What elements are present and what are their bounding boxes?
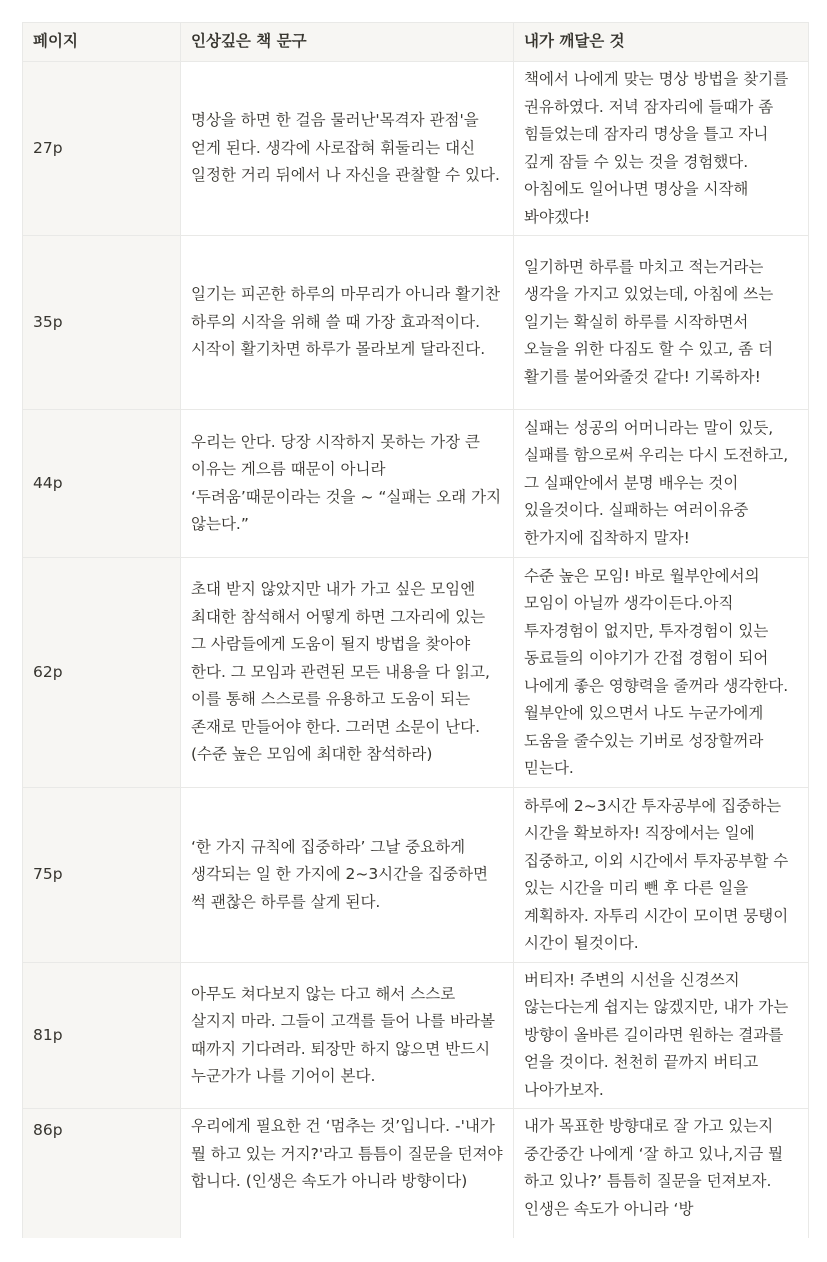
quote-text: 아무도 쳐다보지 않는 다고 해서 스스로 살지지 마라. 그들이 고객를 들어 나를 바라볼 때까지 기다려라. 퇴장만 하지 않으면 반드시 누군가가 나를 기어이 본다. — [191, 984, 496, 1085]
table-row — [23, 410, 809, 558]
learning-cell — [514, 410, 809, 558]
header-quote: 인상깊은 책 문구 — [181, 23, 514, 62]
learning-cell — [514, 788, 809, 963]
learning-cell — [514, 963, 809, 1109]
page-cell: 27p — [23, 62, 181, 236]
quote-text: 초대 받지 않았지만 내가 가고 싶은 모임엔 최대한 참석해서 어떻게 하면 그자리에 있는 그 사람들에게 도움이 될지 방법을 찾아야 한다. 그 모임과 관련된 모든 내용을 다 읽고, 이를 통해 스스로를 유용하고 도움이 되는 존재로 만들어야 한다. 그러면 소문이 난다. (수준 높은 모임에 최대한 참석하라) — [191, 580, 490, 764]
page-cell: 44p — [23, 410, 181, 558]
learning-cell — [514, 558, 809, 788]
page-cell: 86p — [23, 1109, 181, 1259]
reading-notes-table — [22, 22, 809, 1259]
table-row — [23, 788, 809, 963]
header-row — [23, 23, 809, 62]
learning-text: 실패는 성공의 어머니라는 말이 있듯, 실패를 함으로써 우리는 다시 도전하고, 그 실패안에서 분명 배우는 것이 있을것이다. 실패하는 여러이유중 한가지에 집착하지 말자! — [524, 418, 789, 547]
learning-text: 일기하면 하루를 마치고 적는거라는 생각을 가지고 있었는데, 아침에 쓰는 일기는 확실히 하루를 시작하면서 오늘을 위한 다짐도 할 수 있고, 좀 더 활기를 불어와줄것 같다! 기록하자! — [524, 257, 774, 386]
quote-cell — [181, 236, 514, 410]
learning-cell — [514, 62, 809, 236]
quote-text: 명상을 하면 한 걸음 물러난'목격자 관점'을 얻게 된다. 생각에 사로잡혀 휘둘리는 대신 일정한 거리 뒤에서 나 자신을 관찰할 수 있다. — [191, 111, 500, 185]
learning-text: 수준 높은 모임! 바로 월부안에서의 모임이 아닐까 생각이든다.아직 투자경험이 없지만, 투자경험이 있는 동료들의 이야기가 간접 경험이 되어 나에게 좋은 영향력을 줄꺼라 생각한다.월부안에 있으면서 나도 누군가에게 도움을 줄수있는 기버로 성장할꺼라 믿는다. — [524, 566, 789, 777]
learning-text: 책에서 나에게 맞는 명상 방법을 찾기를 권유하였다. 저녁 잠자리에 들때가 좀 힘들었는데 잠자리 명상을 틀고 자니 깊게 잠들 수 있는 것을 경험했다. 아침에도 일어나면 명상을 시작해 봐야겠다! — [524, 70, 789, 226]
quote-text: 일기는 피곤한 하루의 마무리가 아니라 활기찬 하루의 시작을 위해 쓸 때 가장 효과적이다. 시작이 활기차면 하루가 몰라보게 달라진다. — [191, 285, 501, 359]
table-row — [23, 558, 809, 788]
table-row — [23, 236, 809, 410]
table-header — [23, 23, 809, 62]
quote-cell — [181, 1109, 514, 1259]
quote-cell — [181, 963, 514, 1109]
learning-cell — [514, 1109, 809, 1259]
table-body — [23, 62, 809, 1259]
quote-cell — [181, 410, 514, 558]
quote-text: 우리에게 필요한 건 ‘멈추는 것’입니다. -'내가 뭘 하고 있는 거지?'라고 틈틈이 질문을 던져야 합니다. (인생은 속도가 아니라 방향이다) — [191, 1117, 503, 1190]
page-cell: 75p — [23, 788, 181, 963]
learning-cell — [514, 236, 809, 410]
learning-text: 버티자! 주변의 시선을 신경쓰지 않는다는게 쉽지는 않겠지만, 내가 가는 방향이 올바른 길이라면 원하는 결과를 얻을 것이다. 천천히 끝까지 버티고 나아가보자. — [524, 970, 789, 1099]
quote-cell — [181, 558, 514, 788]
page-cell: 81p — [23, 963, 181, 1109]
quote-cell — [181, 62, 514, 236]
quote-text: 우리는 안다. 당장 시작하지 못하는 가장 큰 이유는 게으름 때문이 아니라 ‘두려움’때문이라는 것을 ~ “실패는 오래 가지 않는다.” — [191, 432, 502, 533]
table-row — [23, 62, 809, 236]
learning-text: 하루에 2~3시간 투자공부에 집중하는 시간을 확보하자! 직장에서는 일에 집중하고, 이외 시간에서 투자공부할 수 있는 시간을 미리 뺀 후 다른 일을 계획하자. 자투리 시간이 모이면 뭉탱이 시간이 될것이다. — [524, 796, 789, 952]
page-bottom-margin — [0, 1238, 827, 1262]
learning-text: 내가 목표한 방향대로 잘 가고 있는지 중간중간 나에게 ‘잘 하고 있나,지금 뭘 하고 있나?’ 틈틈히 질문을 던져보자. 인생은 속도가 아니라 ‘방 — [524, 1117, 784, 1218]
header-learning: 내가 깨달은 것 — [514, 23, 809, 62]
page-cell: 35p — [23, 236, 181, 410]
quote-cell — [181, 788, 514, 963]
table-row — [23, 1109, 809, 1259]
quote-text: ‘한 가지 규칙에 집중하라’ 그날 중요하게 생각되는 일 한 가지에 2~3시간을 집중하면 썩 괜찮은 하루를 살게 된다. — [191, 837, 488, 911]
header-page: 페이지 — [23, 23, 181, 62]
page-cell: 62p — [23, 558, 181, 788]
table-row — [23, 963, 809, 1109]
